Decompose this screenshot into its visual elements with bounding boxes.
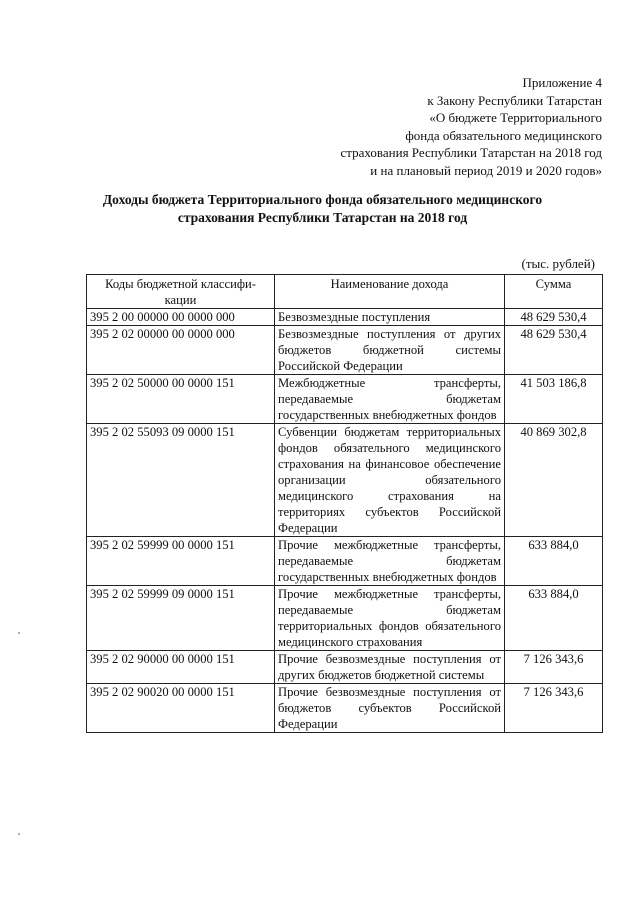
- row-name: Прочие межбюджетные трансферты, передаваемые бюджетам территориальных фондов обязательного медицинского страхования: [275, 586, 505, 651]
- appendix-line: к Закону Республики Татарстан: [427, 92, 602, 108]
- table-row: [87, 424, 603, 537]
- row-code: 395 2 02 00000 00 0000 000: [87, 326, 275, 375]
- table-header-row: [87, 275, 603, 309]
- row-name: Прочие межбюджетные трансферты, передаваемые бюджетам государственных внебюджетных фондов: [275, 537, 505, 586]
- table-row: [87, 309, 603, 326]
- document-title-line: страхования Республики Татарстан на 2018 год: [177, 210, 468, 225]
- row-sum: 633 884,0: [505, 586, 603, 651]
- table-row: [87, 684, 603, 733]
- row-sum: 633 884,0: [505, 537, 603, 586]
- row-sum: 40 869 302,8: [505, 424, 603, 537]
- header-name: Наименование дохода: [275, 275, 505, 309]
- row-code: 395 2 02 50000 00 0000 151: [87, 375, 275, 424]
- table-row: [87, 651, 603, 684]
- row-code: 395 2 02 59999 09 0000 151: [87, 586, 275, 651]
- units-label: (тыс. рублей): [521, 256, 595, 271]
- table-row: [87, 375, 603, 424]
- scan-speck: [18, 632, 20, 634]
- row-code: 395 2 02 55093 09 0000 151: [87, 424, 275, 537]
- row-code: 395 2 02 90000 00 0000 151: [87, 651, 275, 684]
- appendix-line: фонда обязательного медицинского: [405, 127, 602, 143]
- appendix-line: Приложение 4: [522, 75, 602, 90]
- appendix-line: страхования Республики Татарстан на 2018 год: [340, 145, 602, 161]
- table-row: [87, 537, 603, 586]
- appendix-reference: [262, 74, 602, 180]
- header-sum: Сумма: [505, 275, 603, 309]
- row-sum: 48 629 530,4: [505, 309, 603, 326]
- header-code: Коды бюджетной классифи-кации: [87, 275, 275, 309]
- row-sum: 48 629 530,4: [505, 326, 603, 375]
- row-name: Прочие безвозмездные поступления от бюджетов субъектов Российской Федерации: [275, 684, 505, 733]
- document-title-line: Доходы бюджета Территориального фонда обязательного медицинского: [102, 192, 543, 207]
- row-name: Безвозмездные поступления: [275, 309, 505, 326]
- appendix-line: и на плановый период 2019 и 2020 годов»: [370, 162, 602, 178]
- row-name: Межбюджетные трансферты, передаваемые бюджетам государственных внебюджетных фондов: [275, 375, 505, 424]
- table-row: [87, 326, 603, 375]
- row-sum: 7 126 343,6: [505, 684, 603, 733]
- row-sum: 7 126 343,6: [505, 651, 603, 684]
- scan-speck: [18, 833, 20, 835]
- row-name: Субвенции бюджетам территориальных фондов обязательного медицинского страхования на финансовое обеспечение организации обязательного медицинского страхования на территориях субъектов Российской Федерации: [275, 424, 505, 537]
- row-sum: 41 503 186,8: [505, 375, 603, 424]
- table-row: [87, 586, 603, 651]
- row-code: 395 2 02 59999 00 0000 151: [87, 537, 275, 586]
- row-name: Прочие безвозмездные поступления от других бюджетов бюджетной системы: [275, 651, 505, 684]
- revenue-table: [86, 274, 603, 733]
- row-code: 395 2 02 90020 00 0000 151: [87, 684, 275, 733]
- document-title: [60, 191, 585, 227]
- row-name: Безвозмездные поступления от других бюджетов бюджетной системы Российской Федерации: [275, 326, 505, 375]
- row-code: 395 2 00 00000 00 0000 000: [87, 309, 275, 326]
- appendix-line: «О бюджете Территориального: [429, 110, 602, 126]
